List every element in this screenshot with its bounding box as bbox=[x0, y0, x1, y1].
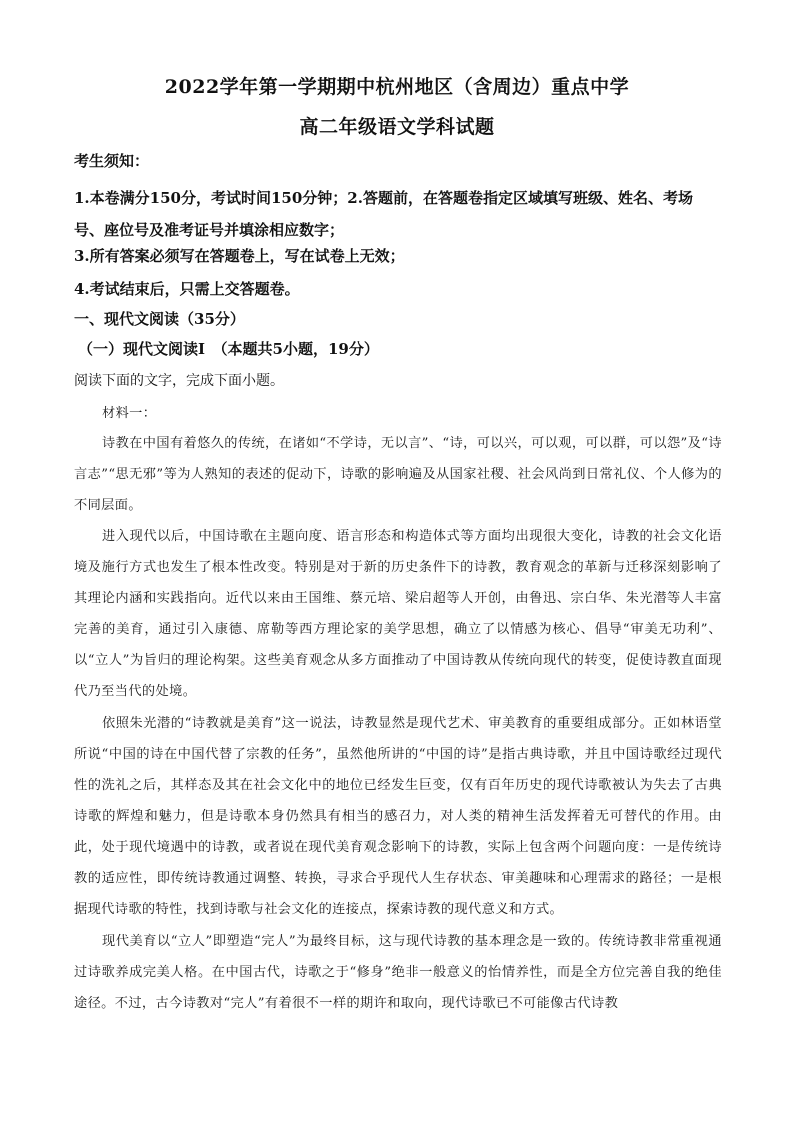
notice-item-1-2: 1.本卷满分150分，考试时间150分钟；2.答题前，在答题卷指定区域填写班级、姓名、考场号、座位号及准考证号并填涂相应数字； bbox=[74, 189, 693, 239]
notice-item-4: 4.考试结束后，只需上交答题卷。 bbox=[74, 280, 300, 298]
notice-heading: 考生须知： bbox=[74, 152, 150, 170]
section-title: 一、现代文阅读（35分） bbox=[74, 310, 245, 328]
reading-instruction: 阅读下面的文字，完成下面小题。 bbox=[74, 373, 284, 389]
subsection-title: （一）现代文阅读Ⅰ （本题共5小题，19分） bbox=[78, 340, 379, 358]
exam-subtitle: 高二年级语文学科试题 bbox=[299, 116, 495, 138]
notice-item-3: 3.所有答案必须写在答题卷上，写在试卷上无效； bbox=[74, 247, 405, 265]
material-paragraph: 进入现代以后，中国诗歌在主题向度、语言形态和构造体式等方面均出现很大变化，诗教的社会文化语境及施行方式也发生了根本性改变。特别是对于新的历史条件下的诗教，教育观念的革新与迁移深刻影响了其理论内涵和实践指向。近代以来由王国维、蔡元培、梁启超等人开创，由鲁迅、宗白华、朱光潜等人丰富完善的美育，通过引入康德、席勒等西方理论家的美学思想，确立了以情感为核心、倡导“审美无功利”、以“立人”为旨归的理论构架。这些美育观念从多方面推动了中国诗教从传统向现代的转变，促使诗教直面现代乃至当代的处境。 bbox=[74, 529, 722, 699]
material-paragraph: 现代美育以“立人”即塑造“完人”为最终目标，这与现代诗教的基本理念是一致的。传统诗教非常重视通过诗歌养成完美人格。在中国古代，诗歌之于“修身”绝非一般意义的怡情养性，而是全方位完善自我的绝佳途径。不过，古今诗教对“完人”有着很不一样的期许和取向，现代诗歌已不可能像古代诗教 bbox=[74, 934, 722, 1011]
material-paragraph: 诗教在中国有着悠久的传统，在诸如“不学诗，无以言”、“诗，可以兴，可以观，可以群，可以怨”及“诗言志”“思无邪”等为人熟知的表述的促动下，诗歌的影响遍及从国家社稷、社会风尚到日常礼仪、个人修为的不同层面。 bbox=[74, 436, 722, 513]
material-paragraph: 依照朱光潜的“诗教就是美育”这一说法，诗教显然是现代艺术、审美教育的重要组成部分。正如林语堂所说“中国的诗在中国代替了宗教的任务”，虽然他所讲的“中国的诗”是指古典诗歌，并且中国诗歌经过现代性的洗礼之后，其样态及其在社会文化中的地位已经发生巨变，仅有百年历史的现代诗歌被认为失去了古典诗歌的辉煌和魅力，但是诗歌本身仍然具有相当的感召力，对人类的精神生活发挥着无可替代的作用。由此，处于现代境遇中的诗教，或者说在现代美育观念影响下的诗教，实际上包含两个问题向度：一是传统诗教的适应性，即传统诗教通过调整、转换，寻求合乎现代人生存状态、审美趣味和心理需求的路径；一是根据现代诗歌的特性，找到诗歌与社会文化的连接点，探索诗教的现代意义和方式。 bbox=[74, 716, 722, 917]
exam-title: 2022学年第一学期期中杭州地区（含周边）重点中学 bbox=[164, 76, 630, 98]
material-label: 材料一： bbox=[102, 406, 157, 421]
